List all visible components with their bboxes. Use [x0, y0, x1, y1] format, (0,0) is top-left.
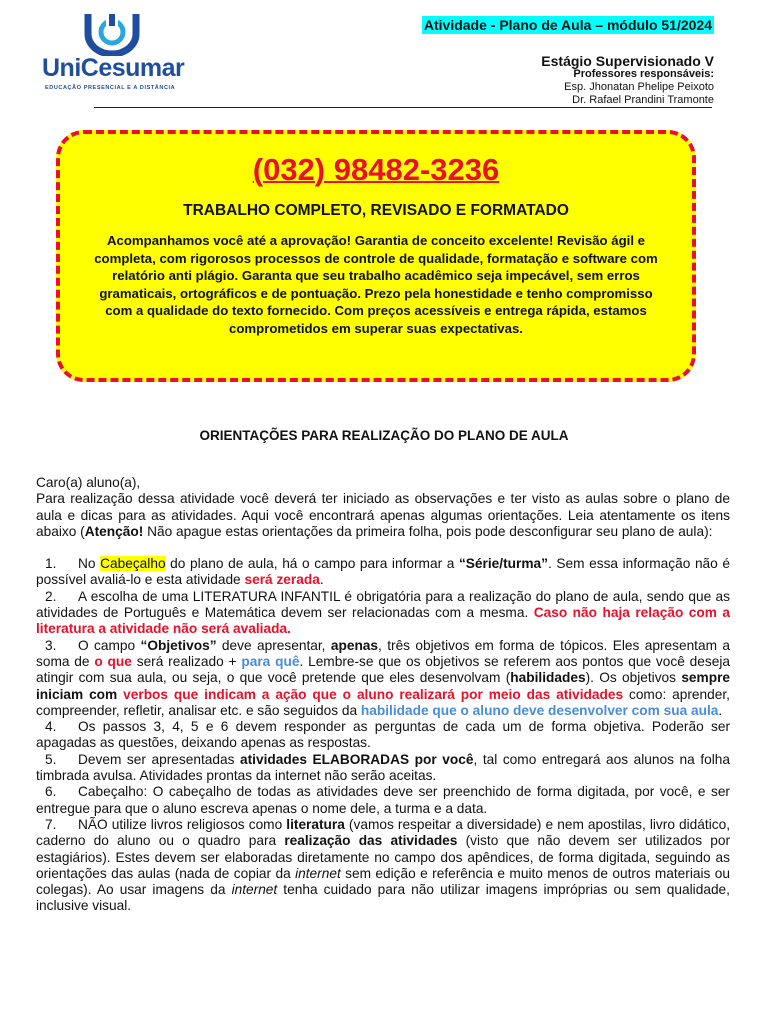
course-title: Estágio Supervisionado V	[541, 53, 714, 69]
logo-subtitle: EDUCAÇÃO PRESENCIAL E A DISTÂNCIA	[45, 85, 176, 91]
professor-name: Dr. Rafael Prandini Tramonte	[572, 94, 714, 106]
list-item: 2. A escolha de uma LITERATURA INFANTIL é obrigatória para a realização do plano de aula, sendo que as atividades de Português e Matemática devem ser relacionadas com a mesma. Caso não haja relação com a literatura a atividade não será avaliada.	[36, 588, 731, 637]
list-item: 4. Os passos 3, 4, 5 e 6 devem responder as perguntas de cada um de forma objetiva. Poderão ser apagadas as questões, deixando apenas as respostas.	[36, 719, 730, 751]
unicesumar-emblem-icon	[82, 12, 142, 56]
list-item: 3. O campo “Objetivos” deve apresentar, apenas, três objetivos em forma de tópicos. Eles apresentam a soma de o que será realizado + para quê. Lembre-se que os objetivos se referem aos pontos que você deseja atingir com sua aula, ou seja, o que você pretende que eles desenvolvam (habilidades). Os objetivos sempre iniciam com verbos que indicam a ação que o aluno realizará por meio das atividades como: aprender, compreender, refletir, analisar etc. e são seguidos da habilidade que o aluno deve desenvolver com sua aula.	[36, 637, 731, 718]
intro-paragraph: Para realização dessa atividade você deverá ter iniciado as observações e ter visto as aulas sobre o plano de aula e dicas para as atividades. Aqui você encontrará apenas algumas orientações. Leia atentamente os itens abaixo (Atenção! Não apague estas orientações da primeira folha, pois pode desconfigurar seu plano de aula):	[36, 491, 730, 539]
header-divider	[94, 107, 712, 108]
ad-body: Acompanhamos você até a aprovação! Garantia de conceito excelente! Revisão ágil e completa, com rigorosos processos de controle de qualidade, formatação e software com relatório anti plágio. Garanta que seu trabalho acadêmico seja impecável, sem erros gramaticais, ortográficos e de pontuação. Prezo pela honestidade e tenho compromisso com a qualidade do texto fornecido. Com preços acessíveis e entrega rápida, estamos comprometidos em superar suas expectativas.	[94, 233, 658, 336]
professor-name: Esp. Jhonatan Phelipe Peixoto	[564, 81, 714, 93]
unicesumar-logo	[42, 12, 192, 91]
ad-headline: TRABALHO COMPLETO, REVISADO E FORMATADO	[183, 202, 569, 219]
greeting: Caro(a) aluno(a),	[36, 475, 141, 490]
list-item: 7. NÃO utilize livros religiosos como literatura (vamos respeitar a diversidade) e nem apostilas, livro didático, caderno do aluno ou o quadro para realização das atividades (visto que não devem ser utilizados por estagiários). Estes devem ser elaboradas diretamente no campo dos apêndices, de forma digitada, seguindo as orientações das aulas (nada de copiar da internet sem edição e referência e muito menos de outros materiais ou colegas). Ao usar imagens da internet tenha cuidado para não utilizar imagens impróprias ou sem qualidade, inclusive visual.	[36, 816, 731, 914]
section-title: ORIENTAÇÕES PARA REALIZAÇÃO DO PLANO DE AULA	[199, 428, 569, 443]
list-item: 5. Devem ser apresentadas atividades ELABORADAS por você, tal como entregará aos alunos na folha timbrada avulsa. Atividades prontas da internet não serão aceitas.	[36, 751, 730, 784]
logo-name: UniCesumar	[42, 54, 185, 82]
ad-phone: (032) 98482-3236	[252, 152, 500, 187]
professors-label: Professores responsáveis:	[573, 68, 714, 80]
advertisement-box	[56, 130, 696, 382]
list-item: 1. No Cabeçalho do plano de aula, há o campo para informar a “Série/turma”. Sem essa informação não é possível avaliá-lo e esta atividade será zerada.	[36, 556, 731, 588]
activity-title: Atividade - Plano de Aula – módulo 51/2024	[423, 17, 712, 33]
instructions	[36, 475, 730, 915]
list-item: 6. Cabeçalho: O cabeçalho de todas as atividades deve ser preenchido de forma digitada, por você, e ser entregue para que o aluno escreva apenas o nome dele, a turma e a data.	[36, 784, 730, 816]
